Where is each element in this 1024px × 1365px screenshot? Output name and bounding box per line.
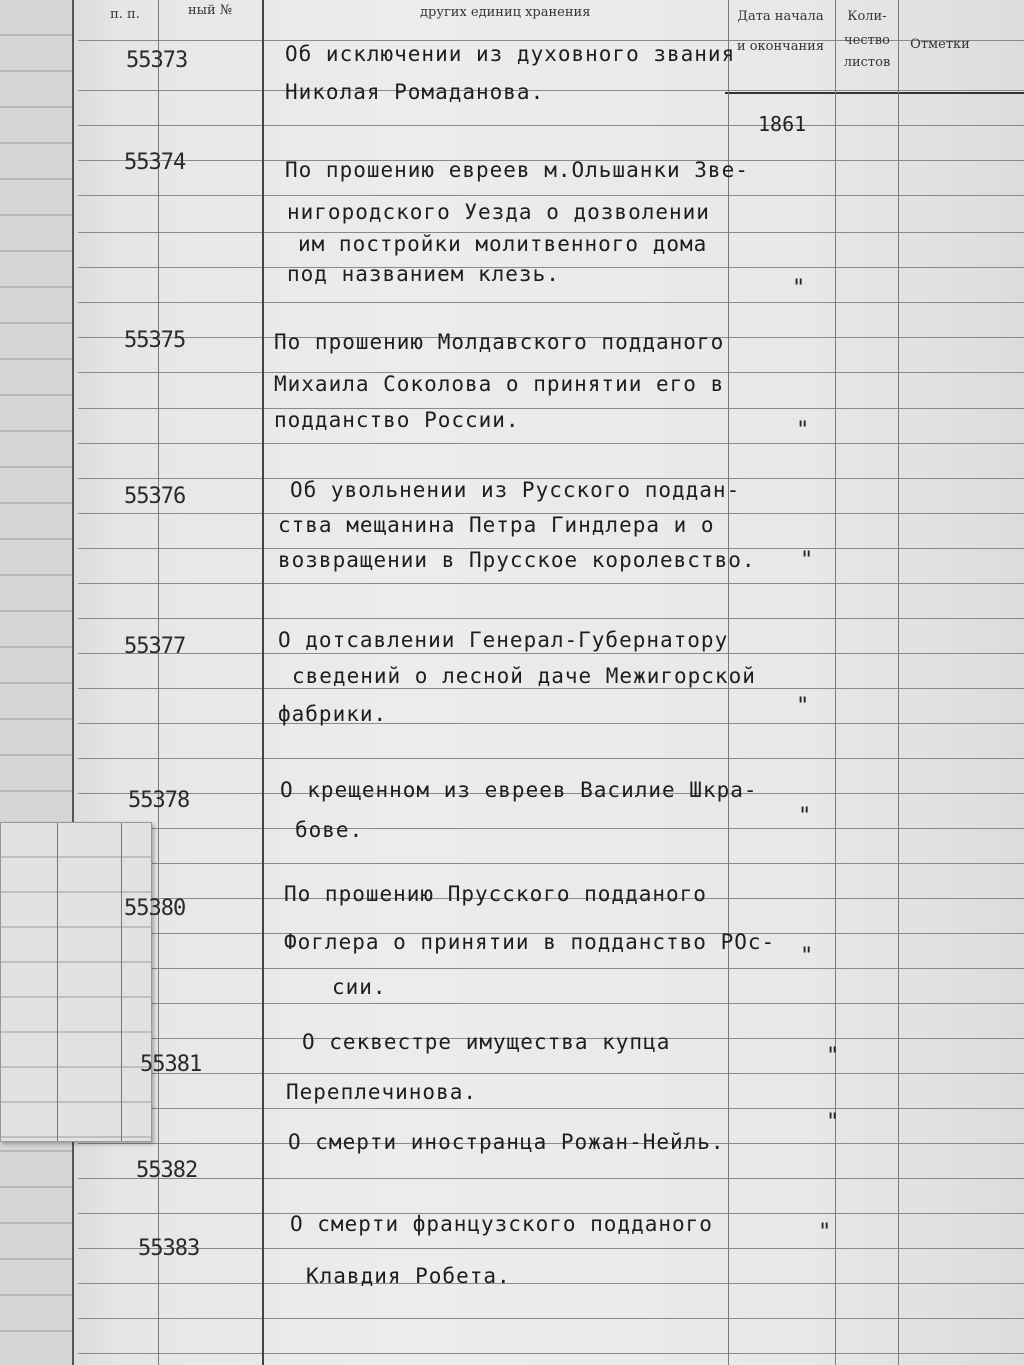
entry-text-line: сведений о лесной даче Межигорской xyxy=(292,664,756,688)
entry-text-line: О смерти французского подданого xyxy=(290,1212,713,1236)
header-sheets-2: чество xyxy=(844,33,890,48)
entry-number: 55374 xyxy=(124,150,186,175)
entry-text-line: О смерти иностранца Рожан-Нейль. xyxy=(288,1130,725,1154)
entry-number: 55381 xyxy=(140,1052,202,1077)
entry-text-line: фабрики. xyxy=(278,702,388,726)
entry-text-line: Об увольнении из Русского поддан- xyxy=(290,478,741,502)
entry-number: 55383 xyxy=(138,1236,200,1261)
entry-text-line: Фоглера о принятии в подданство РОс- xyxy=(284,930,776,954)
header-inventory: ный № xyxy=(187,3,233,18)
entry-text-line: Николая Ромаданова. xyxy=(285,80,545,104)
ditto-mark: " xyxy=(800,548,814,573)
entry-number: 55376 xyxy=(124,484,186,509)
entry-text-line: ства мещанина Петра Гиндлера и о xyxy=(278,513,715,537)
ditto-mark: " xyxy=(826,1110,840,1135)
ditto-mark: " xyxy=(800,944,814,969)
paper-slip xyxy=(0,822,152,1142)
entry-number: 55382 xyxy=(136,1158,198,1183)
entry-text-line: По прошению Прусского подданого xyxy=(284,882,707,906)
entry-text-line: бове. xyxy=(295,818,364,842)
ditto-mark: " xyxy=(792,276,806,301)
entry-text-line: нигородского Уезда о дозволении xyxy=(287,200,710,224)
entry-text-line: По прошению евреев м.Ольшанки Зве- xyxy=(285,158,749,182)
previous-page-edge xyxy=(0,0,74,1365)
entry-text-line: О секвестре имущества купца xyxy=(302,1030,671,1054)
entry-text-line: сии. xyxy=(332,975,387,999)
entry-text-line: возвращении в Прусское королевство. xyxy=(278,548,756,572)
entry-text-line: Об исключении из духовного звания xyxy=(285,42,736,66)
entry-text-line: Клавдия Робета. xyxy=(306,1264,511,1288)
entry-number: 55378 xyxy=(128,788,190,813)
ditto-mark: " xyxy=(798,804,812,829)
entry-text-line: О дотсавлении Генерал-Губернатору xyxy=(278,628,729,652)
entry-text-line: По прошению Молдавского подданого xyxy=(274,330,725,354)
header-number: п. п. xyxy=(110,7,140,22)
header-date-2: и окончания xyxy=(736,39,825,54)
entry-text-line: им постройки молитвенного дома xyxy=(298,232,708,256)
entry-number: 55380 xyxy=(124,896,186,921)
entry-number: 55377 xyxy=(124,634,186,659)
header-date-1: Дата начала xyxy=(737,9,824,24)
entry-number: 55375 xyxy=(124,328,186,353)
entry-text-line: Михаила Соколова о принятии его в xyxy=(274,372,725,396)
entry-text-line: под названием клезь. xyxy=(287,262,560,286)
ditto-mark: " xyxy=(826,1044,840,1069)
entry-text-line: О крещенном из евреев Василие Шкра- xyxy=(280,778,758,802)
ditto-mark: " xyxy=(796,694,810,719)
header-sheets-3: листов xyxy=(843,55,891,70)
entry-number: 55373 xyxy=(126,48,188,73)
header-notes: Отметки xyxy=(910,37,970,52)
ditto-mark: " xyxy=(796,418,810,443)
entry-date: 1861 xyxy=(758,112,807,136)
entry-text-line: Переплечинова. xyxy=(286,1080,478,1104)
header-sheets-1: Коли- xyxy=(847,9,887,24)
header-title: других единиц хранения xyxy=(420,5,591,20)
ditto-mark: " xyxy=(818,1220,832,1245)
entry-text-line: подданство России. xyxy=(274,408,520,432)
